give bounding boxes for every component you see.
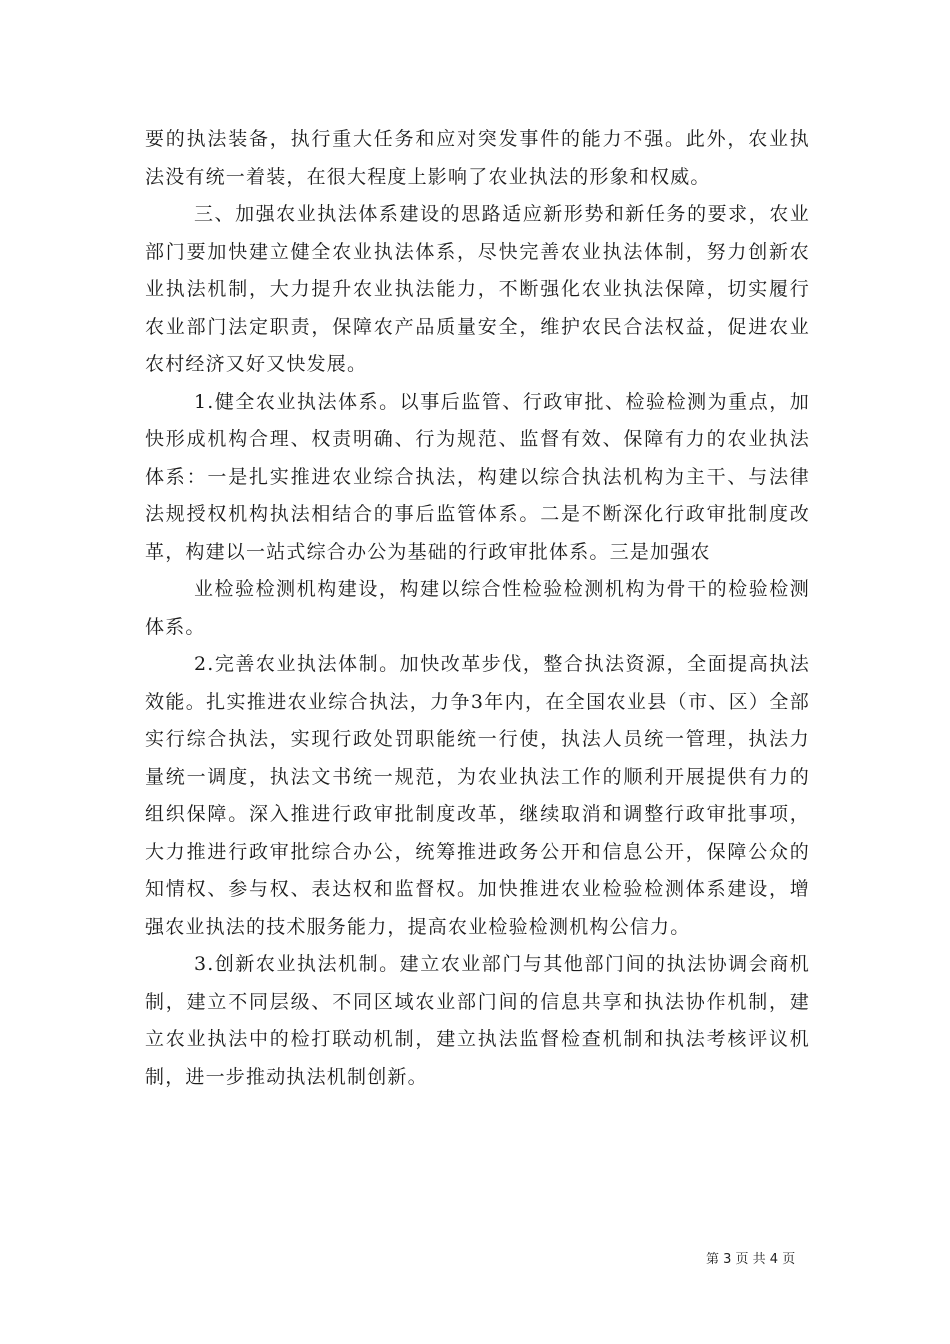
page-number-footer: 第 3 页 共 4 页	[706, 1252, 796, 1267]
paragraph-item-1-continuation: 业检验检测机构建设，构建以综合性检验检测机构为骨干的检验检测体系。	[145, 578, 810, 638]
paragraph-section-three-intro: 三、加强农业执法体系建设的思路适应新形势和新任务的要求，农业部门要加快建立健全农业执法体系，尽快完善农业执法体制，努力创新农业执法机制，大力提升农业执法能力，不断强化农业执法保障，切实履行农业部门法定职责，保障农产品质量安全，维护农民合法权益，促进农业农村经济又好又快发展。	[145, 203, 810, 375]
paragraph-item-1-system: 1.健全农业执法体系。以事后监管、行政审批、检验检测为重点，加快形成机构合理、权责明确、行为规范、监督有效、保障有力的农业执法体系：一是扎实推进农业综合执法，构建以综合执法机构为主干、与法律法规授权机构执法相结合的事后监管体系。二是不断深化行政审批制度改革，构建以一站式综合办公为基础的行政审批体系。三是加强农	[145, 390, 810, 563]
document-body	[145, 121, 810, 1096]
paragraph-equipment-continuation: 要的执法装备，执行重大任务和应对突发事件的能力不强。此外，农业执法没有统一着装，在很大程度上影响了农业执法的形象和权威。	[145, 128, 810, 188]
paragraph-item-3-mechanism: 3.创新农业执法机制。建立农业部门与其他部门间的执法协调会商机制，建立不同层级、不同区域农业部门间的信息共享和执法协作机制，建立农业执法中的检打联动机制，建立执法监督检查机制和执法考核评议机制，进一步推动执法机制创新。	[145, 953, 810, 1088]
paragraph-item-2-structure: 2.完善农业执法体制。加快改革步伐，整合执法资源，全面提高执法效能。扎实推进农业综合执法，力争3年内，在全国农业县（市、区）全部实行综合执法，实现行政处罚职能统一行使，执法人员统一管理，执法力量统一调度，执法文书统一规范，为农业执法工作的顺利开展提供有力的组织保障。深入推进行政审批制度改革，继续取消和调整行政审批事项，大力推进行政审批综合办公，统筹推进政务公开和信息公开，保障公众的知情权、参与权、表达权和监督权。加快推进农业检验检测体系建设，增强农业执法的技术服务能力，提高农业检验检测机构公信力。	[145, 653, 810, 938]
